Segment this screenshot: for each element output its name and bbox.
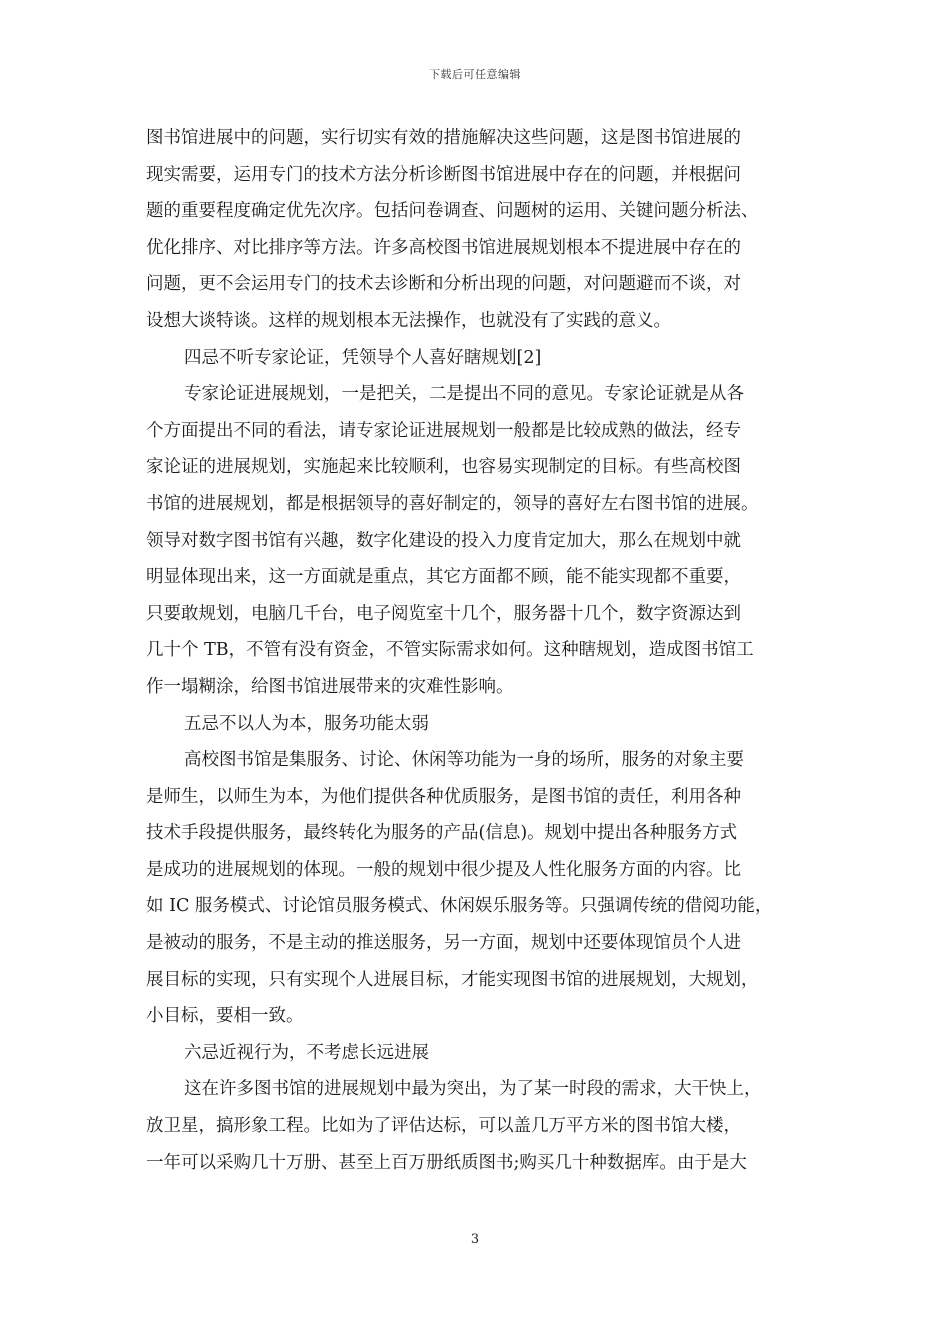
paragraph-start-line: 四忌不听专家论证，凭领导个人喜好瞎规划[2] — [184, 347, 542, 368]
text-line: 只要敢规划，电脑几千台，电子阅览室十几个，服务器十几个，数字资源达到 — [146, 603, 741, 624]
text-line: 领导对数字图书馆有兴趣，数字化建设的投入力度肯定加大，那么在规划中就 — [146, 530, 741, 551]
paragraph-start-line: 六忌近视行为，不考虑长远进展 — [184, 1042, 429, 1063]
text-line: 个方面提出不同的看法，请专家论证进展规划一般都是比较成熟的做法，经专 — [146, 420, 741, 441]
page-number: 3 — [470, 1232, 480, 1247]
text-line: 是成功的进展规划的体现。一般的规划中很少提及人性化服务方面的内容。比 — [146, 859, 741, 880]
text-line: 是师生，以师生为本，为他们提供各种优质服务，是图书馆的责任，利用各种 — [146, 786, 741, 807]
page-header: 下载后可任意编辑 — [429, 68, 521, 81]
text-line: 技术手段提供服务，最终转化为服务的产品(信息)。规划中提出各种服务方式 — [146, 823, 738, 844]
text-line: 一年可以采购几十万册、甚至上百万册纸质图书;购买几十种数据库。由于是大 — [146, 1152, 747, 1173]
text-line: 作一塌糊涂，给图书馆进展带来的灾难性影响。 — [146, 676, 514, 697]
paragraph-start-line: 专家论证进展规划，一是把关，二是提出不同的意见。专家论证就是从各 — [184, 384, 744, 405]
text-line: 问题，更不会运用专门的技术去诊断和分析出现的问题，对问题避而不谈，对 — [146, 274, 741, 295]
text-line: 书馆的进展规划，都是根据领导的喜好制定的，领导的喜好左右图书馆的进展。 — [146, 493, 759, 514]
paragraph-start-line: 高校图书馆是集服务、讨论、休闲等功能为一身的场所，服务的对象主要 — [184, 750, 744, 771]
text-line: 题的重要程度确定优先次序。包括问卷调查、问题树的运用、关键问题分析法、 — [146, 201, 759, 222]
paragraph-start-line: 五忌不以人为本，服务功能太弱 — [184, 713, 429, 734]
document-body — [146, 120, 806, 1181]
text-line: 放卫星，搞形象工程。比如为了评估达标，可以盖几万平方米的图书馆大楼， — [146, 1116, 741, 1137]
text-line: 现实需要，运用专门的技术方法分析诊断图书馆进展中存在的问题，并根据问 — [146, 164, 741, 185]
text-line: 几十个 TB，不管有没有资金，不管实际需求如何。这种瞎规划，造成图书馆工 — [146, 640, 754, 661]
text-line: 明显体现出来，这一方面就是重点，其它方面都不顾，能不能实现都不重要， — [146, 567, 741, 588]
paragraph-start-line: 这在许多图书馆的进展规划中最为突出，为了某一时段的需求，大干快上， — [184, 1079, 762, 1100]
text-line: 如 IC 服务模式、讨论馆员服务模式、休闲娱乐服务等。只强调传统的借阅功能， — [146, 896, 773, 917]
text-line: 家论证的进展规划，实施起来比较顺利，也容易实现制定的目标。有些高校图 — [146, 457, 741, 478]
text-line: 小目标，要相一致。 — [146, 1006, 304, 1027]
text-line: 是被动的服务，不是主动的推送服务，另一方面，规划中还要体现馆员个人进 — [146, 933, 741, 954]
text-line: 设想大谈特谈。这样的规划根本无法操作，也就没有了实践的意义。 — [146, 310, 671, 331]
text-line: 图书馆进展中的问题，实行切实有效的措施解决这些问题，这是图书馆进展的 — [146, 128, 741, 148]
text-line: 展目标的实现，只有实现个人进展目标，才能实现图书馆的进展规划，大规划， — [146, 969, 759, 990]
text-line: 优化排序、对比排序等方法。许多高校图书馆进展规划根本不提进展中存在的 — [146, 237, 741, 258]
